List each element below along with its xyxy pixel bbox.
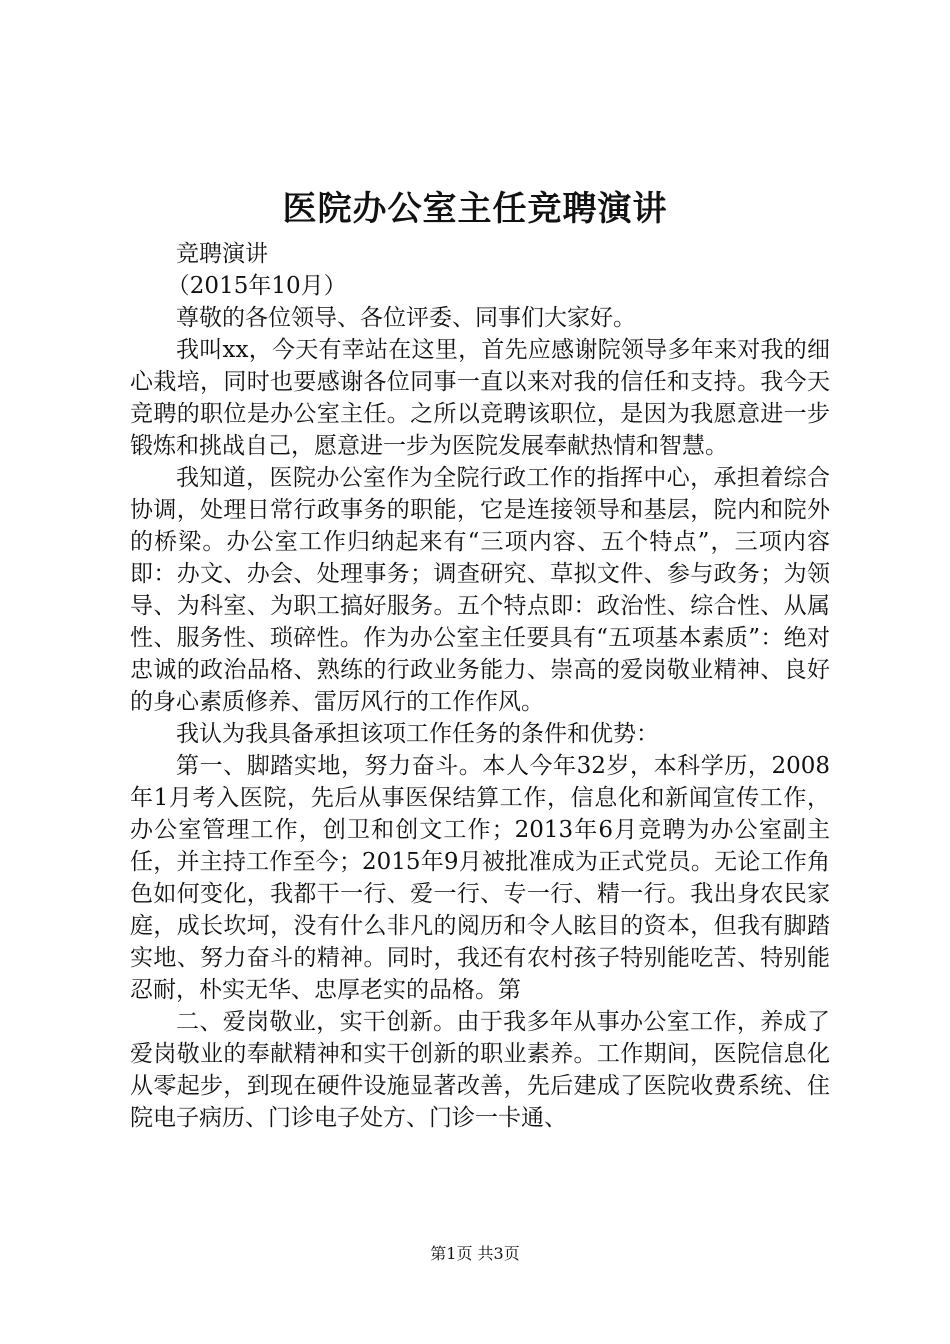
- page-number-footer: 第1页 共3页: [430, 1244, 520, 1263]
- paragraph-introduction: 我叫xx，今天有幸站在这里，首先应感谢院领导多年来对我的细心栽培，同时也要感谢各位同事一直以来对我的信任和支持。我今天竞聘的职位是办公室主任。之所以竞聘该职位，是因为我愿意进一步锻炼和挑战自己，愿意进一步为医院发展奉献热情和智慧。: [130, 337, 830, 459]
- paragraph-point-two: 二、爱岗敬业，实干创新。由于我多年从事办公室工作，养成了爱岗敬业的奉献精神和实干创新的职业素养。工作期间，医院信息化从零起步，到现在硬件设施显著改善，先后建成了医院收费系统、住院电子病历、门诊电子处方、门诊一卡通、: [130, 1009, 830, 1131]
- document-title: 医院办公室主任竞聘演讲: [282, 189, 668, 229]
- paragraph-point-one: 第一、脚踏实地，努力奋斗。本人今年32岁，本科学历，2008年1月考入医院，先后从事医保结算工作，信息化和新闻宣传工作，办公室管理工作，创卫和创文工作；2013年6月竞聘为办公室副主任，并主持工作至今；2015年9月被批准成为正式党员。无论工作角色如何变化，我都干一行、爱一行、专一行、精一行。我出身农民家庭，成长坎坷，没有什么非凡的阅历和令人眩目的资本，但我有脚踏实地、努力奋斗的精神。同时，我还有农村孩子特别能吃苦、特别能忍耐，朴实无华、忠厚老实的品格。第: [130, 753, 830, 1003]
- paragraph-advantages-intro: 我认为我具备承担该项工作任务的条件和优势：: [176, 721, 659, 747]
- document-body: [130, 238, 830, 1134]
- paragraph-office-role: 我知道，医院办公室作为全院行政工作的指挥中心，承担着综合协调，处理日常行政事务的职能，它是连接领导和基层，院内和院外的桥梁。办公室工作归纳起来有“三项内容、五个特点”，三项内容即：办文、办会、处理事务；调查研究、草拟文件、参与政务；为领导、为科室、为职工搞好服务。五个特点即：政治性、综合性、从属性、服务性、琐碎性。作为办公室主任要具有“五项基本素质”：绝对忠诚的政治品格、熟练的行政业务能力、崇高的爱岗敬业精神、良好的身心素质修养、雷厉风行的工作作风。: [130, 465, 830, 715]
- paragraph-date: （2015年10月）: [166, 273, 347, 299]
- paragraph-subtitle: 竞聘演讲: [176, 241, 268, 267]
- paragraph-greeting: 尊敬的各位领导、各位评委、同事们大家好。: [176, 305, 636, 331]
